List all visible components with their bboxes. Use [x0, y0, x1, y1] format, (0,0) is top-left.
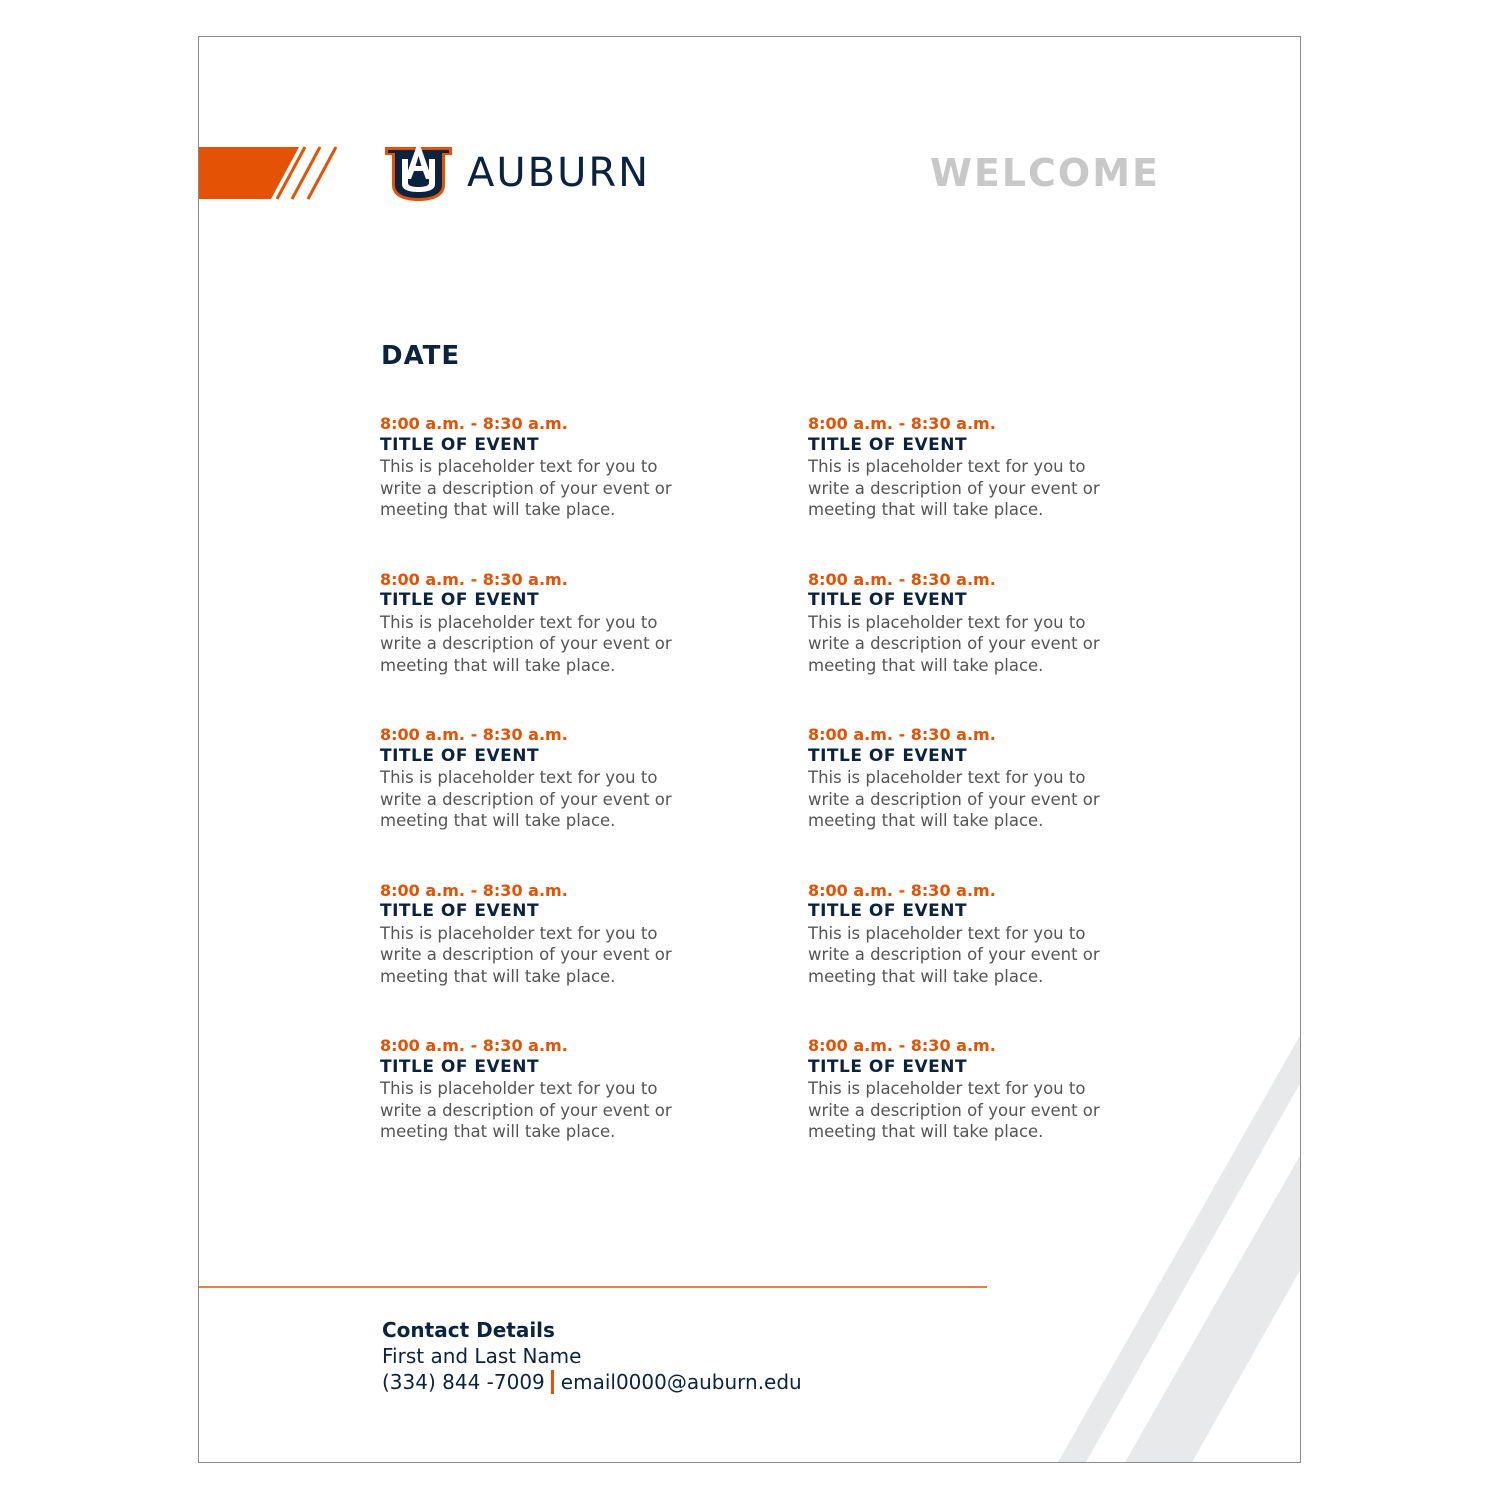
event-description: This is placeholder text for you to write a description of your event or meeting that will take place.: [808, 923, 1100, 986]
event-description: This is placeholder text for you to write a description of your event or meeting that will take place.: [380, 923, 672, 986]
event-time: 8:00 a.m. - 8:30 a.m.: [808, 1036, 996, 1055]
event-item: [808, 413, 1140, 521]
orange-slash-3: [308, 147, 336, 199]
event-time: 8:00 a.m. - 8:30 a.m.: [808, 725, 996, 744]
event-description: This is placeholder text for you to write a description of your event or meeting that will take place.: [808, 612, 1100, 675]
event-grid: [380, 413, 1140, 1143]
welcome-heading: WELCOME: [929, 151, 1160, 195]
event-title: TITLE OF EVENT: [380, 901, 540, 921]
event-title: TITLE OF EVENT: [808, 590, 968, 610]
event-item: [808, 724, 1140, 832]
event-item: [808, 880, 1140, 988]
event-title: TITLE OF EVENT: [380, 745, 540, 766]
event-time: 8:00 a.m. - 8:30 a.m.: [380, 1036, 568, 1055]
contact-phone[interactable]: (334) 844 -7009: [382, 1370, 545, 1394]
event-title: TITLE OF EVENT: [380, 1056, 540, 1077]
event-time: 8:00 a.m. - 8:30 a.m.: [380, 569, 568, 589]
orange-slash-2: [292, 147, 320, 199]
event-item: [380, 413, 808, 521]
event-description: This is placeholder text for you to write a description of your event or meeting that will take place.: [808, 768, 1100, 830]
event-title: TITLE OF EVENT: [380, 434, 540, 455]
event-item: [380, 1035, 808, 1143]
event-description: This is placeholder text for you to write a description of your event or meeting that will take place.: [808, 457, 1100, 519]
contact-name: First and Last Name: [382, 1344, 582, 1368]
orange-bar: [199, 147, 299, 199]
event-item: [380, 569, 808, 677]
event-description: This is placeholder text for you to write a description of your event or meeting that will take place.: [380, 768, 672, 830]
schedule-date: DATE: [381, 341, 461, 371]
event-title: TITLE OF EVENT: [808, 901, 968, 921]
event-time: 8:00 a.m. - 8:30 a.m.: [808, 569, 996, 589]
event-time: 8:00 a.m. - 8:30 a.m.: [808, 880, 996, 900]
event-title: TITLE OF EVENT: [380, 590, 540, 610]
event-time: 8:00 a.m. - 8:30 a.m.: [380, 880, 568, 900]
contact-block: [382, 1317, 802, 1395]
contact-line: [382, 1369, 802, 1395]
event-title: TITLE OF EVENT: [808, 745, 968, 766]
contact-heading: Contact Details: [382, 1318, 555, 1342]
event-description: This is placeholder text for you to write a description of your event or meeting that will take place.: [808, 1079, 1100, 1141]
event-time: 8:00 a.m. - 8:30 a.m.: [380, 725, 568, 744]
event-item: [808, 1035, 1140, 1143]
event-item: [380, 880, 808, 988]
auburn-au-logo: [381, 141, 456, 203]
flyer-page: [198, 36, 1301, 1463]
event-title: TITLE OF EVENT: [808, 434, 968, 455]
auburn-wordmark: AUBURN: [467, 150, 651, 196]
event-description: This is placeholder text for you to write a description of your event or meeting that will take place.: [380, 1079, 672, 1141]
event-title: TITLE OF EVENT: [808, 1056, 968, 1077]
event-time: 8:00 a.m. - 8:30 a.m.: [808, 414, 996, 433]
event-description: This is placeholder text for you to write a description of your event or meeting that will take place.: [380, 612, 672, 675]
event-item: [380, 724, 808, 832]
event-time: 8:00 a.m. - 8:30 a.m.: [380, 414, 568, 433]
event-description: This is placeholder text for you to write a description of your event or meeting that will take place.: [380, 457, 672, 519]
contact-separator: [551, 1370, 554, 1394]
event-item: [808, 569, 1140, 677]
contact-email[interactable]: email0000@auburn.edu: [560, 1370, 802, 1394]
